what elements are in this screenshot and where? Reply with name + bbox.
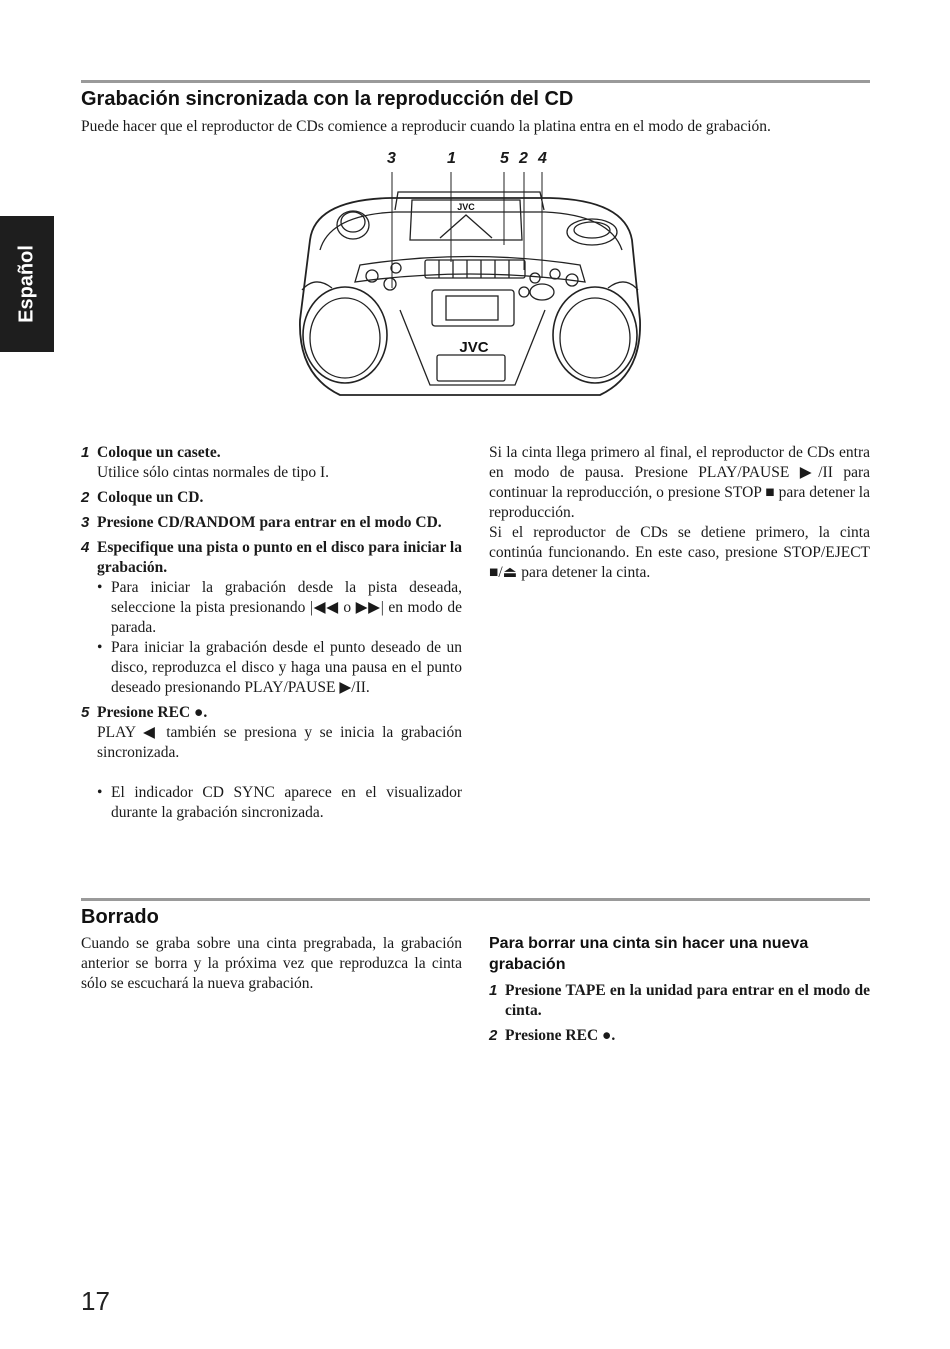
section-title-borrado: Borrado	[81, 906, 159, 928]
callout-1: 1	[447, 150, 456, 167]
step-4	[81, 538, 462, 578]
step-title: Especifique una pista o punto en el disco para iniciar la grabación.	[97, 539, 462, 576]
step-title: Coloque un CD.	[97, 489, 204, 506]
step-5-bullet-1: • El indicador CD SYNC aparece en el visualizador durante la grabación sincronizada.	[81, 783, 462, 823]
step-4-bullet-2: • Para iniciar la grabación desde el punto deseado de un disco, reproduzca el disco y haga una pausa en el punto deseado presionando PLAY/PAUSE ▶/II.	[81, 638, 462, 698]
step-5	[81, 703, 462, 763]
step-number: 4	[81, 539, 90, 556]
section-title-sync-recording: Grabación sincronizada con la reproducción del CD	[81, 88, 574, 110]
step-title: Presione TAPE en la unidad para entrar en el modo de cinta.	[505, 982, 870, 1019]
callout-4: 4	[538, 150, 547, 167]
step-number: 3	[81, 514, 90, 531]
borrado-step-2	[489, 1026, 870, 1046]
step-body: PLAY ◀ también se presiona y se inicia la grabación sincronizada.	[97, 724, 462, 761]
step-2	[81, 488, 462, 508]
callout-2: 2	[519, 150, 528, 167]
step-3	[81, 513, 462, 533]
borrado-subtitle: Para borrar una cinta sin hacer una nueva grabación	[489, 935, 809, 973]
page-number: 17	[81, 1286, 110, 1316]
borrado-steps	[489, 981, 870, 1046]
callout-5: 5	[500, 150, 509, 167]
section-rule-top	[81, 80, 870, 83]
step-title: Presione REC ●.	[505, 1027, 616, 1044]
steps-column-left	[81, 443, 462, 823]
diagram-callouts	[0, 150, 950, 172]
language-tab	[0, 216, 54, 352]
step-title: Presione REC ●.	[97, 704, 208, 721]
language-tab-label: Español	[15, 245, 38, 323]
step-4-bullet-1: • Para iniciar la grabación desde la pista deseada, seleccione la pista presionando |◀◀ o ▶▶| en modo de parada.	[81, 578, 462, 638]
boombox-illustration	[280, 170, 660, 415]
step-number: 2	[81, 489, 90, 506]
step-title: Presione CD/RANDOM para entrar en el modo CD.	[97, 514, 442, 531]
step-title: Coloque un casete.	[97, 444, 221, 461]
device-brand-top: JVC	[457, 202, 475, 212]
note-tape-ends-first: Si la cinta llega primero al final, el reproductor de CDs entra en modo de pausa. Presione PLAY/PAUSE ▶/II para continuar la reproducción, o presione STOP ■ para detener la reproducción.	[489, 444, 870, 521]
step-1	[81, 443, 462, 483]
borrado-body: Cuando se graba sobre una cinta pregrabada, la grabación anterior se borra y la próxima vez que reproduzca la cinta sólo se escuchará la nueva grabación.	[81, 935, 462, 992]
step-number: 5	[81, 704, 90, 721]
device-brand-front: JVC	[459, 339, 489, 356]
step-body: Utilice sólo cintas normales de tipo I.	[97, 464, 330, 481]
callout-3: 3	[387, 150, 396, 167]
section-intro: Puede hacer que el reproductor de CDs comience a reproducir cuando la platina entra en el modo de grabación.	[81, 118, 771, 135]
notes-column-right	[489, 443, 870, 583]
step-number: 1	[81, 444, 90, 461]
step-number: 2	[489, 1027, 498, 1044]
step-number: 1	[489, 982, 498, 999]
note-cd-stops-first: Si el reproductor de CDs se detiene primero, la cinta continúa funcionando. En este caso, presione STOP/EJECT ■/⏏ para detener la cinta.	[489, 524, 870, 581]
borrado-step-1	[489, 981, 870, 1021]
section-rule-borrado	[81, 898, 870, 901]
